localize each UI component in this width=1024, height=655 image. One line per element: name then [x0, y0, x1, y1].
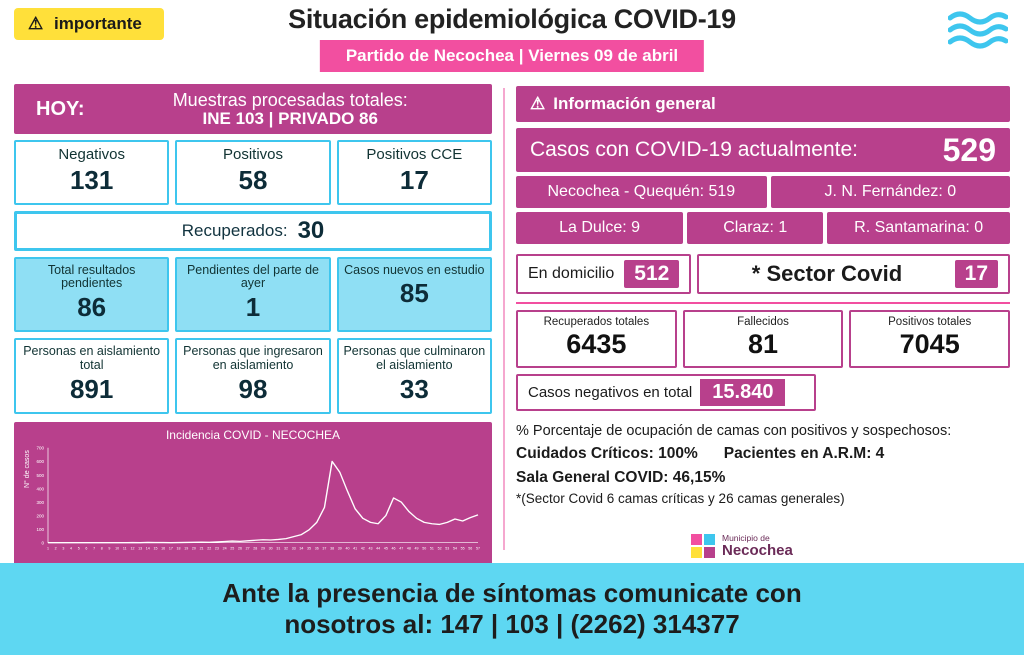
casos-actuales-label: Casos con COVID-19 actualmente:	[530, 138, 858, 161]
svg-text:18: 18	[176, 545, 181, 550]
casos-actuales	[516, 128, 1010, 172]
stat-positivos-cce-label: Positivos CCE	[366, 146, 463, 163]
svg-text:47: 47	[399, 545, 404, 550]
svg-text:600: 600	[36, 458, 44, 464]
chart-y-axis-label: N° de casos	[24, 449, 31, 488]
svg-text:22: 22	[207, 545, 212, 550]
cuidados-criticos: Cuidados Críticos: 100%	[516, 445, 698, 463]
sector-covid-box	[697, 254, 1010, 294]
localidad-r-santamarina: R. Santamarina: 0	[827, 212, 1010, 244]
info-general-title: Información general	[553, 94, 716, 113]
chart-title: Incidencia COVID - NECOCHEA	[165, 427, 341, 442]
svg-text:19: 19	[184, 545, 189, 550]
svg-text:41: 41	[353, 545, 358, 550]
stat-pendientes-ayer	[175, 257, 330, 333]
casos-actuales-value: 529	[942, 131, 996, 168]
stat-casos-nuevos-label: Casos nuevos en estudio	[344, 262, 485, 277]
sala-general-covid: Sala General COVID: 46,15%	[516, 469, 726, 487]
waves-logo-icon	[948, 10, 1008, 50]
stat-culminaron-aislamiento-value: 33	[399, 373, 429, 404]
svg-text:3: 3	[62, 545, 65, 550]
stat-casos-nuevos	[337, 257, 492, 333]
svg-text:46: 46	[391, 545, 396, 550]
muestras-detail: INE 103 | PRIVADO 86	[202, 108, 378, 128]
svg-text:23: 23	[214, 545, 219, 550]
ocupacion-nota: *(Sector Covid 6 camas críticas y 26 camas generales)	[516, 491, 845, 507]
hoy-banner	[14, 84, 492, 134]
svg-text:49: 49	[414, 545, 419, 550]
localidad-jn-fernandez: J. N. Fernández: 0	[771, 176, 1010, 208]
municipio-line2: Necochea	[722, 541, 793, 559]
svg-text:37: 37	[322, 545, 327, 550]
svg-text:7: 7	[93, 545, 96, 550]
svg-text:16: 16	[161, 545, 166, 550]
svg-text:12: 12	[130, 545, 135, 550]
right-panel	[516, 86, 1010, 510]
svg-text:10: 10	[115, 545, 120, 550]
stat-recuperados-totales	[516, 310, 677, 368]
svg-text:500: 500	[36, 472, 44, 478]
header	[0, 0, 1024, 72]
footer	[0, 563, 1024, 655]
municipio-mark-icon	[690, 533, 716, 559]
internacion-row	[516, 254, 1010, 294]
municipio-line1: Municipio de	[722, 532, 770, 543]
svg-text:39: 39	[337, 545, 342, 550]
svg-text:42: 42	[360, 545, 365, 550]
stat-total-pendientes-value: 86	[77, 292, 107, 322]
casos-negativos-label: Casos negativos en total	[528, 383, 693, 401]
footer-line-1: Ante la presencia de síntomas comunicate con	[222, 577, 802, 608]
svg-text:48: 48	[406, 545, 411, 550]
en-domicilio-value: 512	[624, 260, 679, 288]
stat-positivos-totales-value: 7045	[899, 328, 960, 359]
localidad-claraz: Claraz: 1	[687, 212, 823, 244]
muestras-label: Muestras procesadas totales:	[172, 89, 408, 110]
stat-ingresaron-aislamiento	[175, 338, 330, 414]
stat-ingresaron-aislamiento-value: 98	[238, 373, 268, 404]
svg-text:14: 14	[145, 545, 150, 550]
ocupacion-camas	[516, 421, 1010, 510]
aislamiento-row	[14, 338, 492, 414]
svg-text:33: 33	[291, 545, 296, 550]
stat-positivos-cce	[337, 140, 492, 205]
svg-text:44: 44	[376, 545, 381, 550]
svg-text:36: 36	[314, 545, 319, 550]
stat-ingresaron-aislamiento-label: Personas que ingresaron en aislamiento	[183, 344, 323, 372]
svg-text:54: 54	[452, 545, 457, 550]
pendientes-row	[14, 257, 492, 333]
stat-pendientes-ayer-value: 1	[245, 292, 261, 322]
recuperados-value: 30	[297, 216, 325, 244]
svg-text:26: 26	[237, 545, 242, 550]
svg-text:32: 32	[284, 545, 289, 550]
svg-text:40: 40	[345, 545, 350, 550]
svg-text:56: 56	[468, 545, 473, 550]
localidad-necochea-quequen: Necochea - Quequén: 519	[516, 176, 767, 208]
svg-text:20: 20	[191, 545, 196, 550]
stat-positivos-label: Positivos	[222, 146, 283, 163]
stat-total-pendientes	[14, 257, 169, 333]
svg-text:50: 50	[422, 545, 427, 550]
svg-text:27: 27	[245, 545, 250, 550]
svg-text:400: 400	[36, 485, 44, 491]
chart-plot	[22, 444, 484, 556]
stat-negativos-label: Negativos	[58, 146, 126, 163]
svg-text:28: 28	[253, 545, 258, 550]
footer-line-2: nosotros al: 147 | 103 | (2262) 314377	[284, 609, 740, 639]
ocupacion-intro: % Porcentaje de ocupación de camas con positivos y sospechosos:	[516, 422, 952, 439]
stat-recuperados-totales-label: Recuperados totales	[543, 316, 650, 328]
svg-text:11: 11	[122, 545, 127, 550]
stat-positivos-value: 58	[238, 164, 268, 195]
svg-text:6: 6	[85, 545, 88, 550]
stat-positivos	[175, 140, 330, 205]
warning-triangle-icon: ⚠	[530, 94, 546, 113]
resultados-row	[14, 140, 492, 205]
svg-text:21: 21	[199, 545, 204, 550]
localidad-la-dulce: La Dulce: 9	[516, 212, 683, 244]
svg-text:17: 17	[168, 545, 173, 550]
svg-text:300: 300	[36, 499, 44, 505]
stat-aislamiento-total-label: Personas en aislamiento total	[23, 344, 161, 372]
casos-negativos-box	[516, 374, 816, 411]
stat-recuperados-totales-value: 6435	[566, 328, 627, 359]
svg-text:25: 25	[230, 545, 235, 550]
svg-text:24: 24	[222, 545, 227, 550]
svg-text:35: 35	[307, 545, 312, 550]
svg-text:53: 53	[445, 545, 450, 550]
svg-text:30: 30	[268, 545, 273, 550]
stat-culminaron-aislamiento	[337, 338, 492, 414]
stat-positivos-cce-value: 17	[399, 164, 429, 195]
svg-text:55: 55	[460, 545, 465, 550]
svg-text:43: 43	[368, 545, 373, 550]
left-panel	[14, 84, 492, 580]
svg-text:38: 38	[330, 545, 335, 550]
svg-text:45: 45	[383, 545, 388, 550]
page-title: Situación epidemiológica COVID-19	[288, 4, 736, 34]
pink-divider	[516, 302, 1010, 304]
recuperados-banner	[14, 211, 492, 251]
svg-text:5: 5	[77, 545, 80, 550]
stat-positivos-totales-label: Positivos totales	[888, 316, 972, 328]
hoy-label: HOY:	[36, 97, 85, 120]
stat-total-pendientes-label: Total resultados pendientes	[47, 262, 136, 291]
svg-text:2: 2	[54, 545, 57, 550]
pacientes-arm: Pacientes en A.R.M: 4	[723, 445, 885, 463]
localidades-row-2	[516, 212, 1010, 244]
totales-row	[516, 310, 1010, 368]
svg-text:51: 51	[429, 545, 434, 550]
svg-text:31: 31	[276, 545, 281, 550]
stat-aislamiento-total-value: 891	[69, 373, 114, 404]
info-general-header	[516, 86, 1010, 122]
svg-text:29: 29	[260, 545, 266, 550]
svg-text:57: 57	[475, 545, 481, 550]
svg-text:4: 4	[70, 545, 73, 550]
svg-text:8: 8	[100, 545, 103, 550]
stat-casos-nuevos-value: 85	[399, 278, 429, 309]
en-domicilio-label: En domicilio	[528, 265, 615, 282]
warning-triangle-icon: ⚠	[28, 14, 44, 33]
incidencia-chart	[14, 422, 492, 580]
stat-aislamiento-total	[14, 338, 169, 414]
localidades-row-1	[516, 176, 1010, 208]
svg-text:0: 0	[41, 540, 44, 546]
sector-covid-value: 17	[955, 260, 998, 288]
svg-text:1: 1	[46, 545, 50, 550]
stat-negativos	[14, 140, 169, 205]
svg-text:15: 15	[153, 545, 158, 550]
svg-text:34: 34	[299, 545, 304, 550]
page-subtitle: Partido de Necochea | Viernes 09 de abril	[320, 40, 704, 72]
en-domicilio-box	[516, 254, 691, 294]
stat-negativos-value: 131	[69, 164, 114, 195]
stat-fallecidos-value: 81	[747, 328, 779, 359]
sector-covid-label: * Sector Covid	[751, 261, 903, 286]
svg-text:100: 100	[36, 526, 44, 532]
svg-text:700: 700	[36, 445, 44, 451]
stat-fallecidos-label: Fallecidos	[737, 316, 789, 328]
recuperados-label: Recuperados:	[181, 220, 288, 240]
stat-positivos-totales	[849, 310, 1010, 368]
stat-pendientes-ayer-label: Pendientes del parte de ayer	[186, 262, 320, 291]
svg-text:13: 13	[138, 545, 143, 550]
svg-text:9: 9	[108, 545, 111, 550]
svg-text:52: 52	[437, 545, 442, 550]
municipio-logo	[690, 533, 793, 559]
casos-negativos-value: 15.840	[700, 379, 785, 406]
stat-culminaron-aislamiento-label: Personas que culminaron el aislamiento	[343, 344, 486, 372]
stat-fallecidos	[683, 310, 844, 368]
svg-text:200: 200	[36, 513, 44, 518]
importante-badge-label: importante	[54, 14, 142, 33]
column-divider	[503, 88, 505, 550]
